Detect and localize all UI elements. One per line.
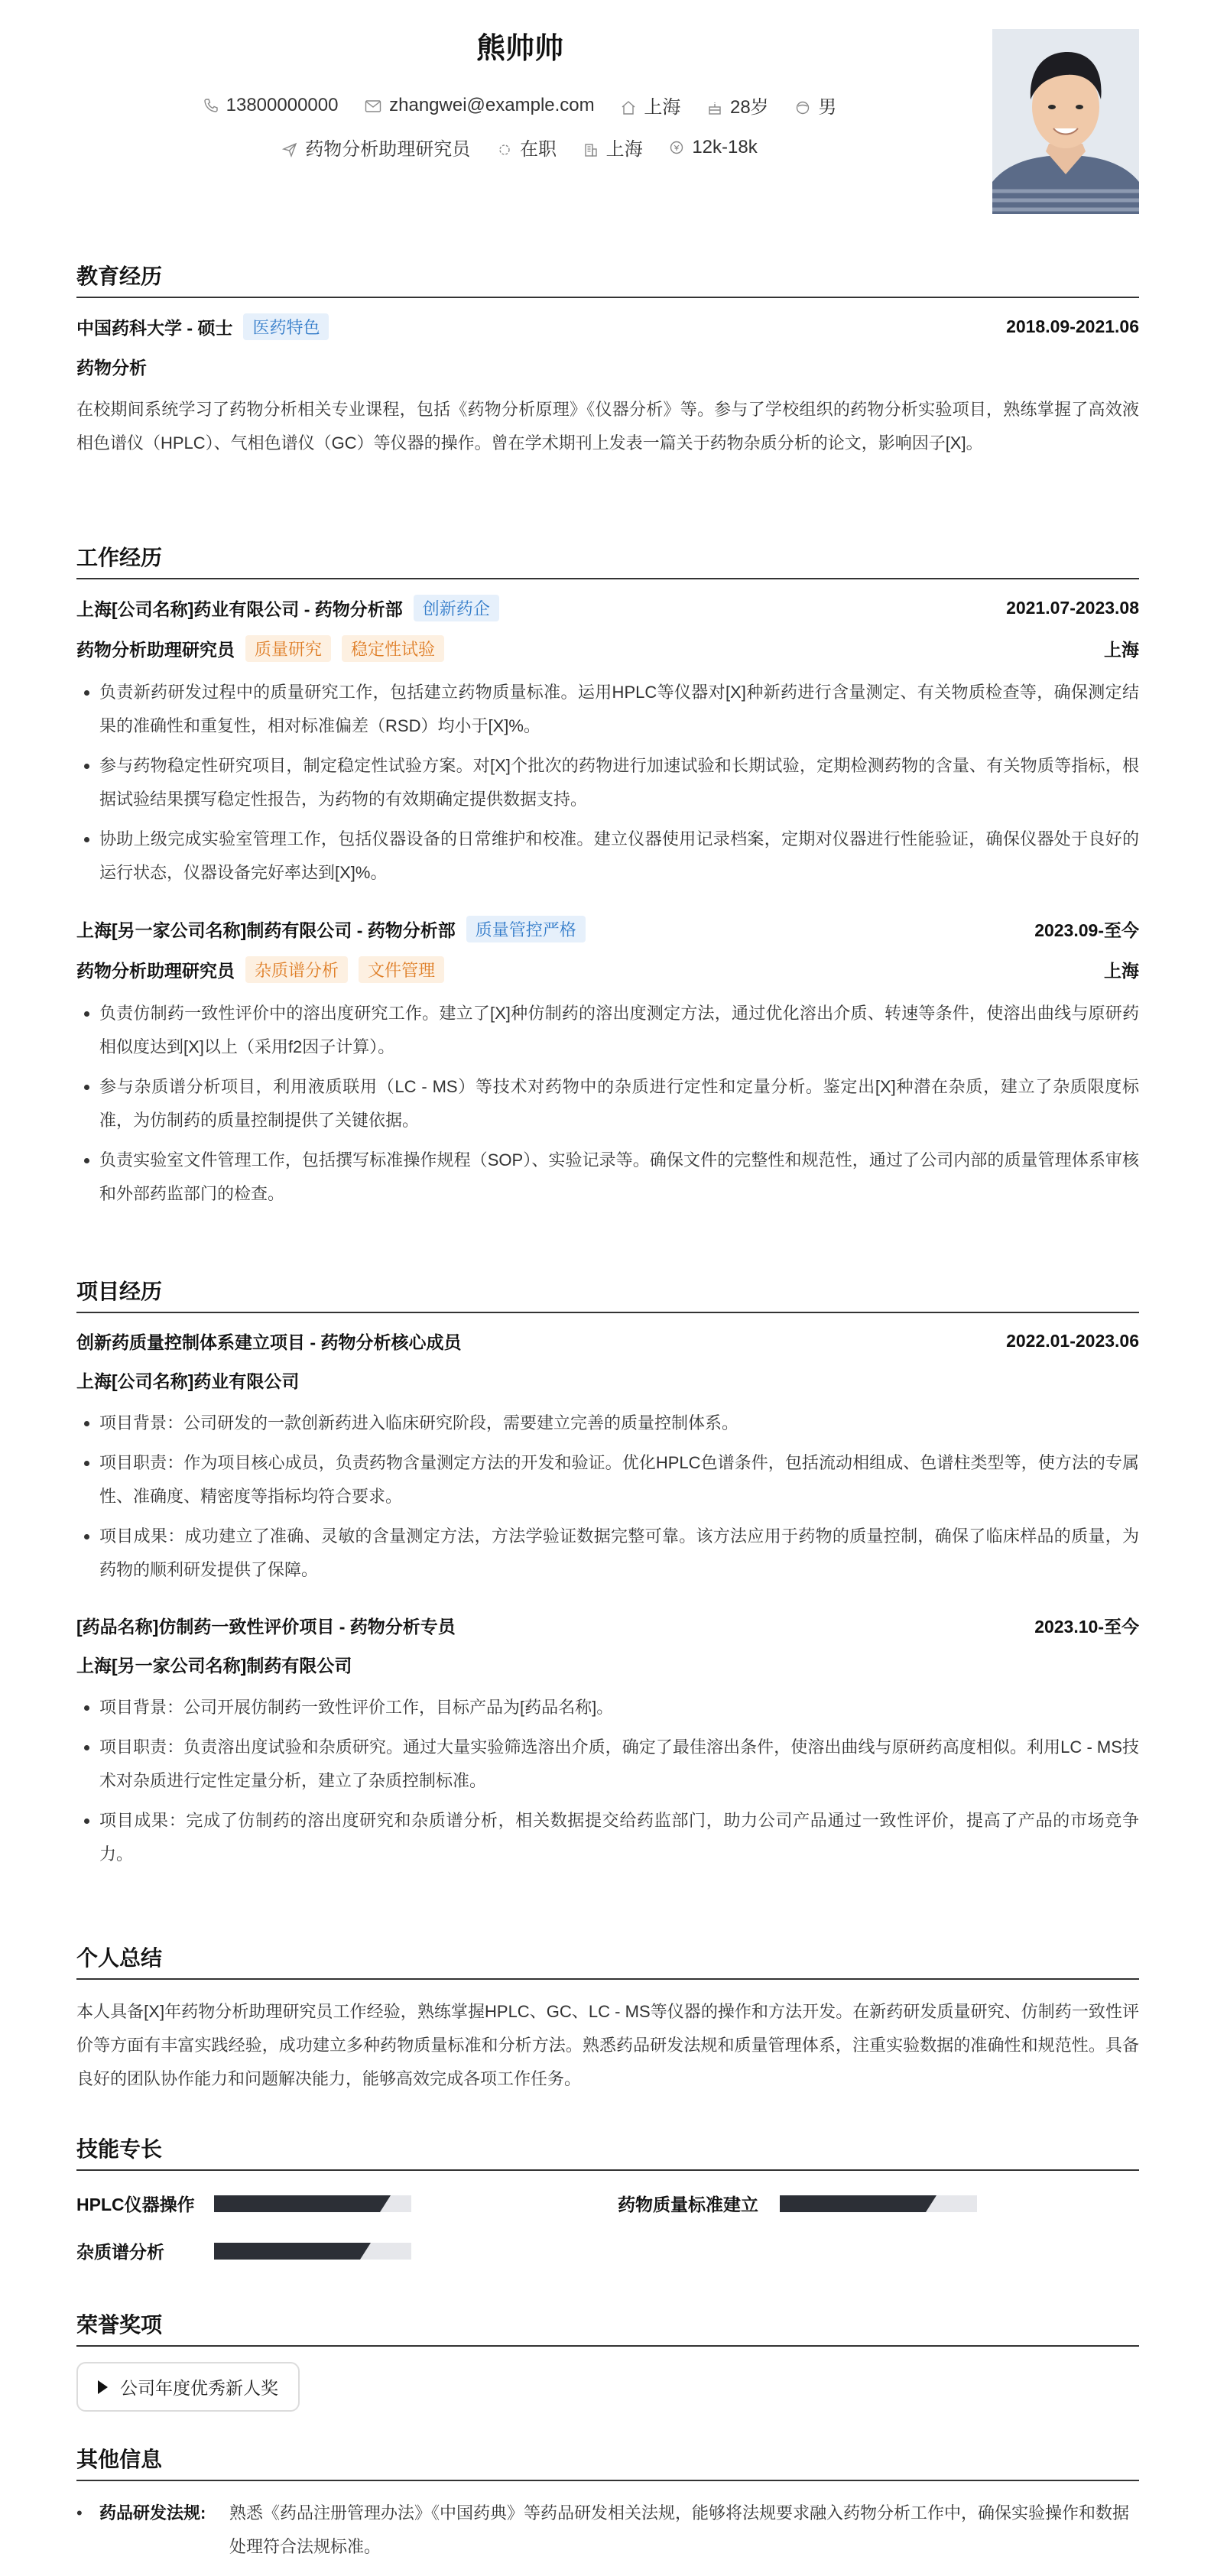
play-triangle-icon: [98, 2380, 108, 2394]
projects-title: 项目经历: [76, 1275, 1139, 1313]
project-entry: [76, 1613, 1139, 1871]
project-header-row: [76, 1329, 1139, 1354]
skills-section: [76, 2133, 1139, 2270]
school-name: 中国药科大学 - 硕士: [76, 318, 233, 338]
skill-name: 药物质量标准建立: [618, 2195, 758, 2214]
other-text: 熟悉《药品注册管理办法》《中国药典》等药品研发相关法规，能够将法规要求融入药物分析工作中，确保实验操作和数据处理符合法规标准。: [229, 2503, 1130, 2556]
job-role: 药物分析助理研究员: [76, 961, 235, 981]
award-name: 公司年度优秀新人奖: [120, 2378, 278, 2398]
project-period: 2023.10-至今: [1034, 1617, 1139, 1637]
job-company: 上海[公司名称]药业有限公司 - 药物分析部: [76, 599, 403, 619]
work-title: 工作经历: [76, 541, 1139, 579]
job-company: 上海[另一家公司名称]制药有限公司 - 药物分析部: [76, 920, 456, 940]
project-bullets: [76, 1406, 1139, 1587]
other-label: 药品研发法规:: [99, 2503, 206, 2522]
projects-section: [76, 1275, 1139, 1897]
avatar-illustration: [992, 29, 1139, 214]
job-header-row: [76, 595, 1139, 621]
job-company-tag: 创新药企: [414, 595, 499, 621]
job-role-row: [76, 956, 1139, 983]
job-city: 上海: [1104, 640, 1139, 660]
skill-bar-fill: [780, 2195, 926, 2212]
email-text: zhangwei@example.com: [389, 94, 595, 115]
job-bullet: • 负责仿制药一致性评价中的溶出度研究工作。建立了[X]种仿制药的溶出度测定方法，通过优化溶出介质、转速等条件，使溶出曲线与原研药相似度达到[X]以上（采用f2因子计算）。: [99, 997, 1139, 1064]
mail-icon: [365, 99, 381, 113]
job-role: 药物分析助理研究员: [76, 640, 235, 660]
job-bullet: • 参与药物稳定性研究项目，制定稳定性试验方案。对[X]个批次的药物进行加速试验和长期试验，定期检测药物的含量、有关物质等指标，根据试验结果撰写稳定性报告，为药物的有效期确定提供数据支持。: [99, 749, 1139, 816]
project-entry: [76, 1329, 1139, 1587]
job-entry: [76, 916, 1139, 1211]
resume-header: [0, 0, 1214, 229]
summary-section: [76, 1942, 1139, 2096]
skill-name: HPLC仪器操作: [76, 2195, 195, 2214]
job-role-tag: 质量研究: [245, 635, 331, 662]
other-title: 其他信息: [76, 2443, 1139, 2481]
location-text: 上海: [644, 97, 681, 118]
send-icon: [282, 142, 297, 157]
project-period: 2022.01-2023.06: [1006, 1331, 1139, 1351]
job-bullet: • 负责实验室文件管理工作，包括撰写标准操作规程（SOP）、实验记录等。确保文件的完整性和规范性，通过了公司内部的质量管理体系审核和外部药监部门的检查。: [99, 1144, 1139, 1211]
job-city: 上海: [1104, 961, 1139, 981]
job-bullet: • 协助上级完成实验室管理工作，包括仪器设备的日常维护和校准。建立仪器使用记录档案，定期对仪器进行性能验证，确保仪器处于良好的运行状态，仪器设备完好率达到[X]%。: [99, 822, 1139, 890]
skill-bar: [214, 2243, 411, 2260]
salary-text: 12k-18k: [692, 136, 758, 157]
skill-name: 杂质谱分析: [76, 2242, 164, 2262]
skill-bar: [780, 2195, 977, 2212]
project-company: 上海[另一家公司名称]制药有限公司: [76, 1656, 352, 1676]
project-bullets: [76, 1691, 1139, 1871]
education-header-row: [76, 313, 1139, 340]
status-icon: [497, 142, 512, 157]
job-bullets: [76, 676, 1139, 890]
awards-title: 荣誉奖项: [76, 2308, 1139, 2347]
email-info: [365, 95, 595, 116]
contact-row: [0, 92, 1040, 118]
job-role-tag: 杂质谱分析: [245, 956, 348, 983]
skills-grid: [76, 2186, 1139, 2270]
work-section: [76, 541, 1139, 1237]
project-bullet: • 项目成果：完成了仿制药的溶出度研究和杂质谱分析，相关数据提交给药监部门，助力公司产品通过一致性评价，提高了产品的市场竞争力。: [99, 1804, 1139, 1871]
target-city-text: 上海: [605, 139, 643, 160]
building-icon: [583, 142, 599, 157]
age-info: [707, 92, 769, 118]
other-item: [76, 2497, 1139, 2564]
target-city-info: [583, 134, 643, 161]
gender-text: 男: [818, 97, 837, 118]
phone-icon: [203, 98, 219, 113]
education-description: 在校期间系统学习了药物分析相关专业课程，包括《药物分析原理》《仪器分析》等。参与了学校组织的药物分析实验项目，熟练掌握了高效液相色谱仪（HPLC）、气相色谱仪（GC）等仪器的操作。曾在学术期刊上发表一篇关于药物杂质分析的论文，影响因子[X]。: [76, 400, 1139, 453]
bullet-dot-icon: •: [76, 2503, 83, 2522]
project-bullet: • 项目背景：公司研发的一款创新药进入临床研究阶段，需要建立完善的质量控制体系。: [99, 1406, 1139, 1440]
gender-info: [795, 92, 836, 118]
location-info: [621, 92, 680, 118]
phone-text: 13800000000: [226, 94, 339, 115]
phone-info: [203, 95, 339, 116]
project-name: 创新药质量控制体系建立项目 - 药物分析核心成员: [76, 1332, 462, 1352]
job-intent-row: [0, 134, 1040, 161]
education-title: 教育经历: [76, 260, 1139, 298]
other-section: [76, 2443, 1139, 2564]
profile-photo: [992, 29, 1139, 214]
job-period: 2021.07-2023.08: [1006, 598, 1139, 618]
salary-info: [669, 137, 757, 158]
project-bullet: • 项目职责：作为项目核心成员，负责药物含量测定方法的开发和验证。优化HPLC色谱条件，包括流动相组成、色谱柱类型等，使方法的专属性、准确度、精密度等指标均符合要求。: [99, 1446, 1139, 1513]
skill-item: [618, 2191, 977, 2216]
job-role-tag: 稳定性试验: [342, 635, 444, 662]
job-company-tag: 质量管控严格: [466, 916, 586, 942]
job-bullets: [76, 997, 1139, 1211]
status-info: [497, 134, 557, 161]
skill-item: [76, 2238, 411, 2263]
job-entry: [76, 595, 1139, 890]
education-major: 药物分析: [76, 358, 147, 378]
education-tag: 医药特色: [243, 313, 329, 340]
education-section: [76, 260, 1139, 460]
project-name: [药品名称]仿制药一致性评价项目 - 药物分析专员: [76, 1617, 456, 1637]
cake-icon: [707, 100, 722, 115]
home-icon: [621, 100, 636, 115]
skill-bar: [214, 2195, 411, 2212]
awards-section: [76, 2308, 1139, 2412]
skills-title: 技能专长: [76, 2133, 1139, 2171]
project-bullet: • 项目成果：成功建立了准确、灵敏的含量测定方法，方法学验证数据完整可靠。该方法应用于药物的质量控制，确保了临床样品的质量，为药物的顺利研发提供了保障。: [99, 1520, 1139, 1587]
project-bullet: • 项目背景：公司开展仿制药一致性评价工作，目标产品为[药品名称]。: [99, 1691, 1139, 1724]
target-position-info: [282, 134, 470, 161]
award-item[interactable]: [76, 2362, 300, 2412]
status-text: 在职: [519, 139, 557, 160]
job-role-row: [76, 635, 1139, 662]
job-header-row: [76, 916, 1139, 942]
job-role-tag: 文件管理: [359, 956, 444, 983]
skill-bar-fill: [214, 2243, 360, 2260]
age-text: 28岁: [729, 97, 769, 118]
skill-item: [76, 2191, 411, 2216]
summary-title: 个人总结: [76, 1942, 1139, 1980]
job-period: 2023.09-至今: [1034, 920, 1139, 940]
project-bullet: • 项目职责：负责溶出度试验和杂质研究。通过大量实验筛选溶出介质，确定了最佳溶出条件，使溶出曲线与原研药高度相似。利用LC - MS技术对杂质进行定性定量分析，建立了杂质控制标准。: [99, 1731, 1139, 1798]
candidate-name: 熊帅帅: [476, 33, 563, 65]
gender-icon: [795, 100, 810, 115]
job-bullet: • 负责新药研发过程中的质量研究工作，包括建立药物质量标准。运用HPLC等仪器对[X]种新药进行含量测定、有关物质检查等，确保测定结果的准确性和重复性，相对标准偏差（RSD）均小于[X]%。: [99, 676, 1139, 743]
summary-text: 本人具备[X]年药物分析助理研究员工作经验，熟练掌握HPLC、GC、LC - MS等仪器的操作和方法开发。在新药研发质量研究、仿制药一致性评价等方面有丰富实践经验，成功建立多种药物质量标准和分析方法。熟悉药品研发法规和质量管理体系，注重实验数据的准确性和规范性。具备良好的团队协作能力和问题解决能力，能够高效完成各项工作任务。: [76, 2002, 1139, 2088]
job-bullet: • 参与杂质谱分析项目，利用液质联用（LC - MS）等技术对药物中的杂质进行定性和定量分析。鉴定出[X]种潜在杂质，建立了杂质限度标准，为仿制药的质量控制提供了关键依据。: [99, 1070, 1139, 1137]
coin-icon: [669, 140, 684, 155]
skill-bar-fill: [214, 2195, 380, 2212]
project-company: 上海[公司名称]药业有限公司: [76, 1371, 300, 1391]
target-position-text: 药物分析助理研究员: [305, 139, 471, 160]
project-header-row: [76, 1613, 1139, 1638]
education-period: 2018.09-2021.06: [1006, 316, 1139, 336]
